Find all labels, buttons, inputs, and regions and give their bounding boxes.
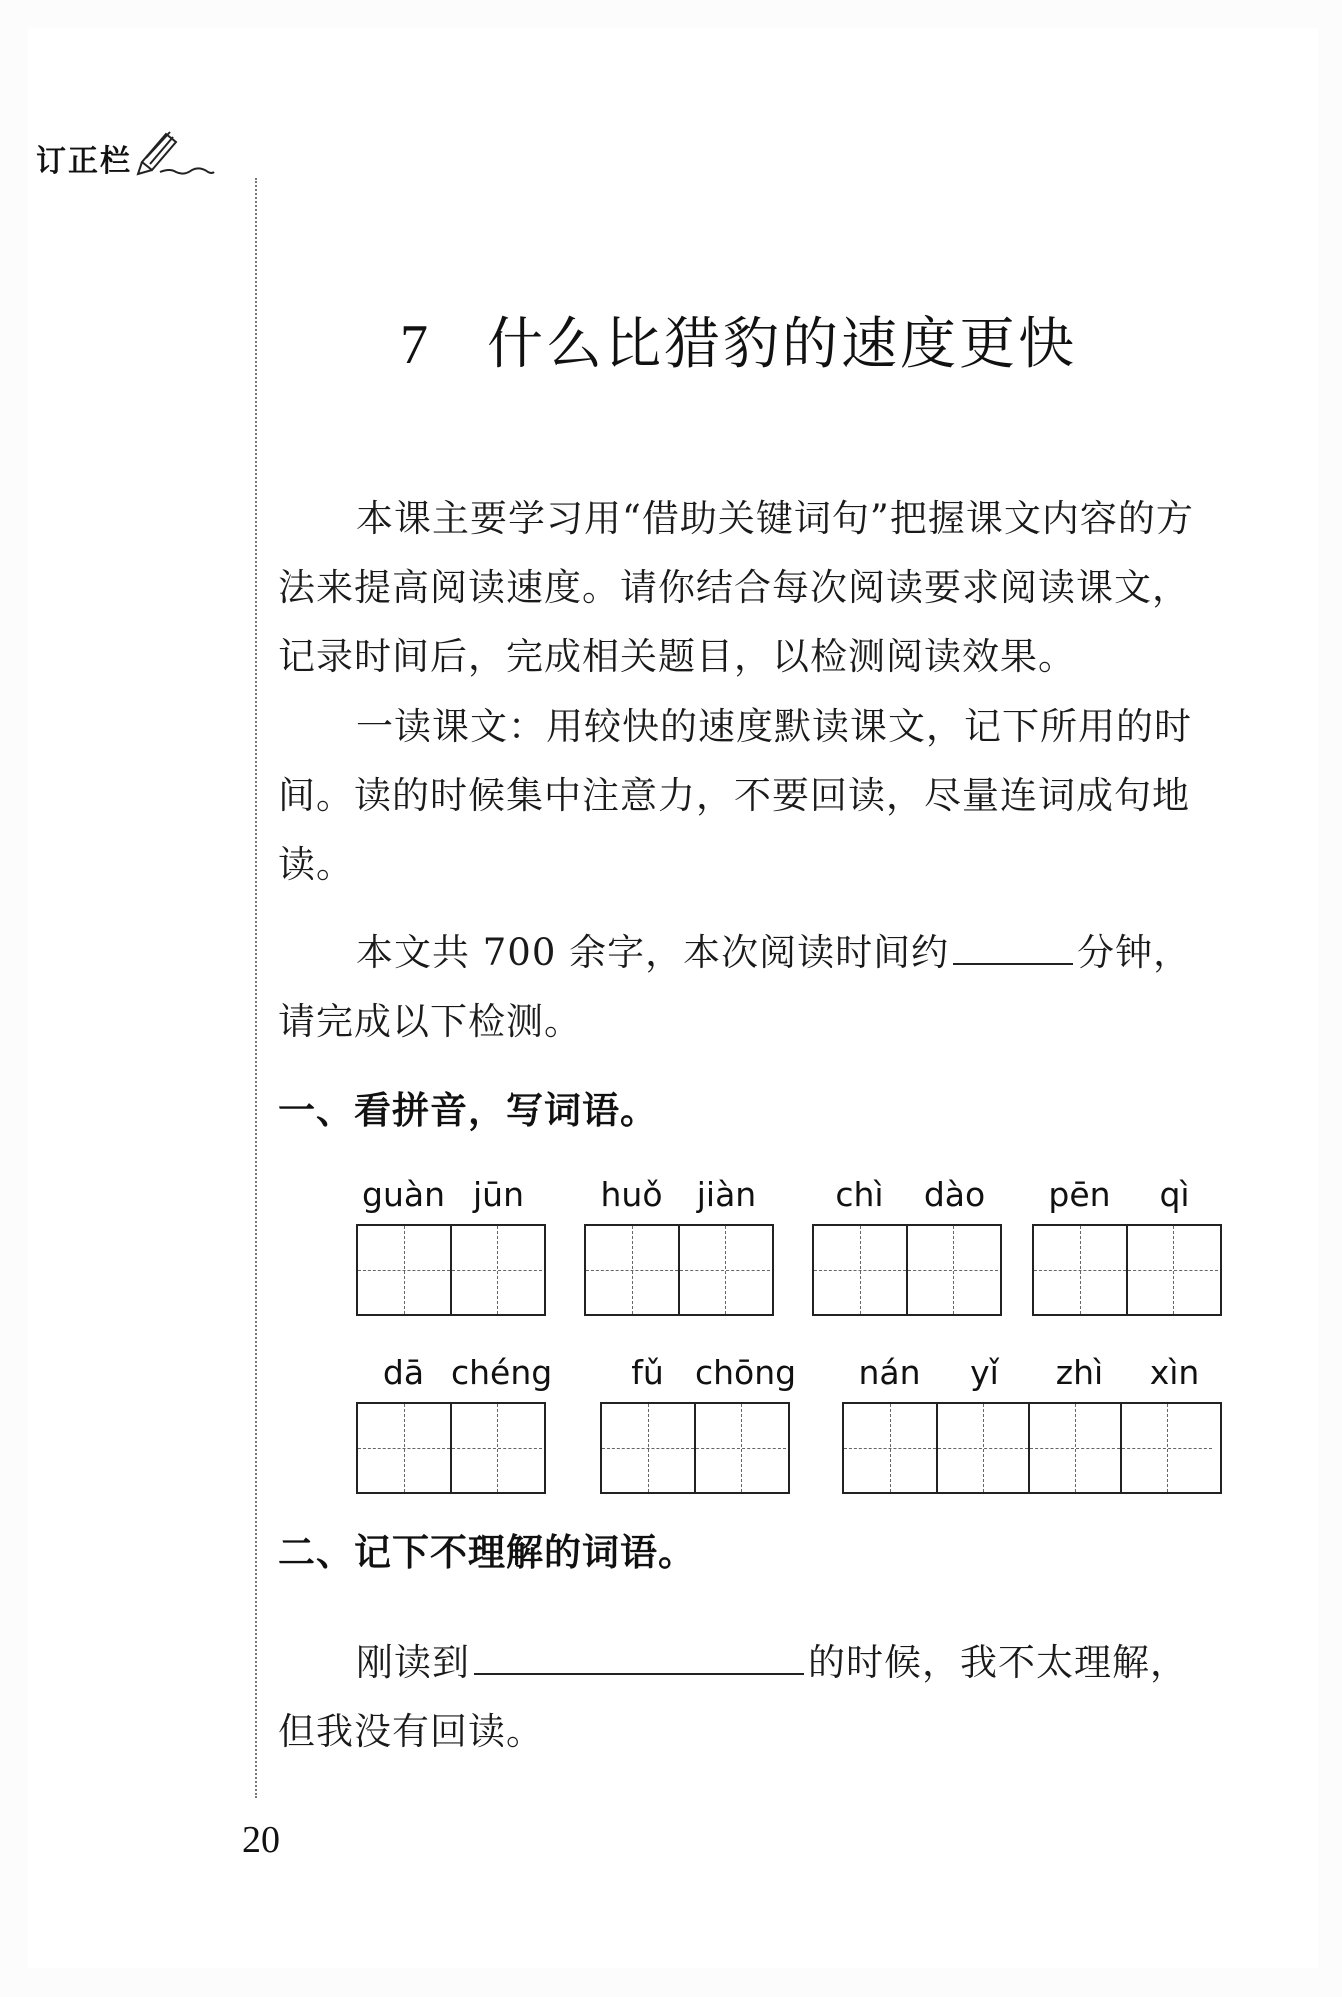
character-box[interactable] [906, 1226, 998, 1314]
character-box[interactable] [936, 1404, 1028, 1492]
unclear-word-blank[interactable] [474, 1637, 804, 1675]
character-box[interactable] [1120, 1404, 1212, 1492]
pinyin-syllable: yǐ [970, 1353, 999, 1392]
pinyin-row [812, 1168, 1002, 1214]
character-box[interactable] [814, 1226, 906, 1314]
pinyin-syllable: jūn [473, 1175, 524, 1214]
writing-grid [356, 1402, 546, 1494]
pinyin-syllable: guàn [362, 1175, 445, 1214]
pinyin-syllable: dào [923, 1175, 986, 1214]
timing-text-before: 本文共 700 余字，本次阅读时间约 [356, 931, 950, 974]
word-item [600, 1346, 797, 1494]
timing-text-after: 分钟，请完成以下检测。 [278, 931, 1192, 1043]
pinyin-row [356, 1168, 546, 1214]
pinyin-syllable: chéng [451, 1353, 553, 1392]
pinyin-row [356, 1346, 553, 1392]
margin-divider [255, 178, 257, 1798]
character-box[interactable] [450, 1404, 542, 1492]
pinyin-syllable: fǔ [631, 1353, 664, 1392]
lesson-title-text: 什么比猎豹的速度更快 [487, 312, 1077, 377]
page-number: 20 [242, 1819, 280, 1861]
character-box[interactable] [694, 1404, 786, 1492]
pencil-icon [136, 128, 216, 180]
pinyin-syllable: chōng [695, 1353, 797, 1392]
character-box[interactable] [1034, 1226, 1126, 1314]
character-box[interactable] [358, 1404, 450, 1492]
word-item [584, 1168, 774, 1316]
pinyin-syllable: xìn [1149, 1353, 1200, 1392]
pinyin-row [584, 1168, 774, 1214]
character-box[interactable] [450, 1226, 542, 1314]
character-box[interactable] [586, 1226, 678, 1314]
unclear-words-paragraph [278, 1628, 1222, 1766]
section-two-heading: 二、记下不理解的词语。 [278, 1531, 696, 1574]
pinyin-row [842, 1346, 1222, 1392]
word-item [356, 1168, 546, 1316]
section-one-heading: 一、看拼音，写词语。 [278, 1089, 658, 1132]
pinyin-syllable: pēn [1048, 1175, 1111, 1214]
writing-grid [1032, 1224, 1222, 1316]
word-item [1032, 1168, 1222, 1316]
character-box[interactable] [844, 1404, 936, 1492]
character-box[interactable] [358, 1226, 450, 1314]
pinyin-row [600, 1346, 797, 1392]
pinyin-syllable: qì [1159, 1175, 1190, 1214]
character-box[interactable] [1126, 1226, 1218, 1314]
intro-paragraph: 本课主要学习用“借助关键词句”把握课文内容的方法来提高阅读速度。请你结合每次阅读要求阅读课文，记录时间后，完成相关题目，以检测阅读效果。 [278, 497, 1194, 678]
reading-instruction-paragraph: 一读课文：用较快的速度默读课文，记下所用的时间。读的时候集中注意力，不要回读，尽量连词成句地读。 [278, 705, 1192, 886]
writing-grid [812, 1224, 1002, 1316]
word-item [812, 1168, 1002, 1316]
writing-grid [584, 1224, 774, 1316]
character-box[interactable] [602, 1404, 694, 1492]
pinyin-syllable: huǒ [600, 1175, 663, 1214]
lesson-number: 7 [400, 314, 431, 376]
lesson-title [400, 300, 1077, 380]
pinyin-syllable: chì [835, 1175, 884, 1214]
word-item [842, 1346, 1222, 1494]
reading-time-blank[interactable] [953, 927, 1073, 965]
pinyin-syllable: zhì [1055, 1353, 1104, 1392]
character-box[interactable] [1028, 1404, 1120, 1492]
writing-grid [842, 1402, 1222, 1494]
character-box[interactable] [678, 1226, 770, 1314]
pinyin-row [1032, 1168, 1222, 1214]
sentence-text-before: 刚读到 [356, 1641, 470, 1684]
correction-column-header [36, 128, 216, 180]
pinyin-syllable: dā [382, 1353, 425, 1392]
pinyin-syllable: nán [858, 1353, 921, 1392]
reading-time-paragraph [278, 918, 1222, 1056]
writing-grid [600, 1402, 790, 1494]
word-item [356, 1346, 553, 1494]
correction-label: 订正栏 [36, 144, 132, 179]
writing-grid [356, 1224, 546, 1316]
sentence-text-after: 的时候，我不太理解，但我没有回读。 [278, 1641, 1188, 1753]
pinyin-syllable: jiàn [696, 1175, 757, 1214]
